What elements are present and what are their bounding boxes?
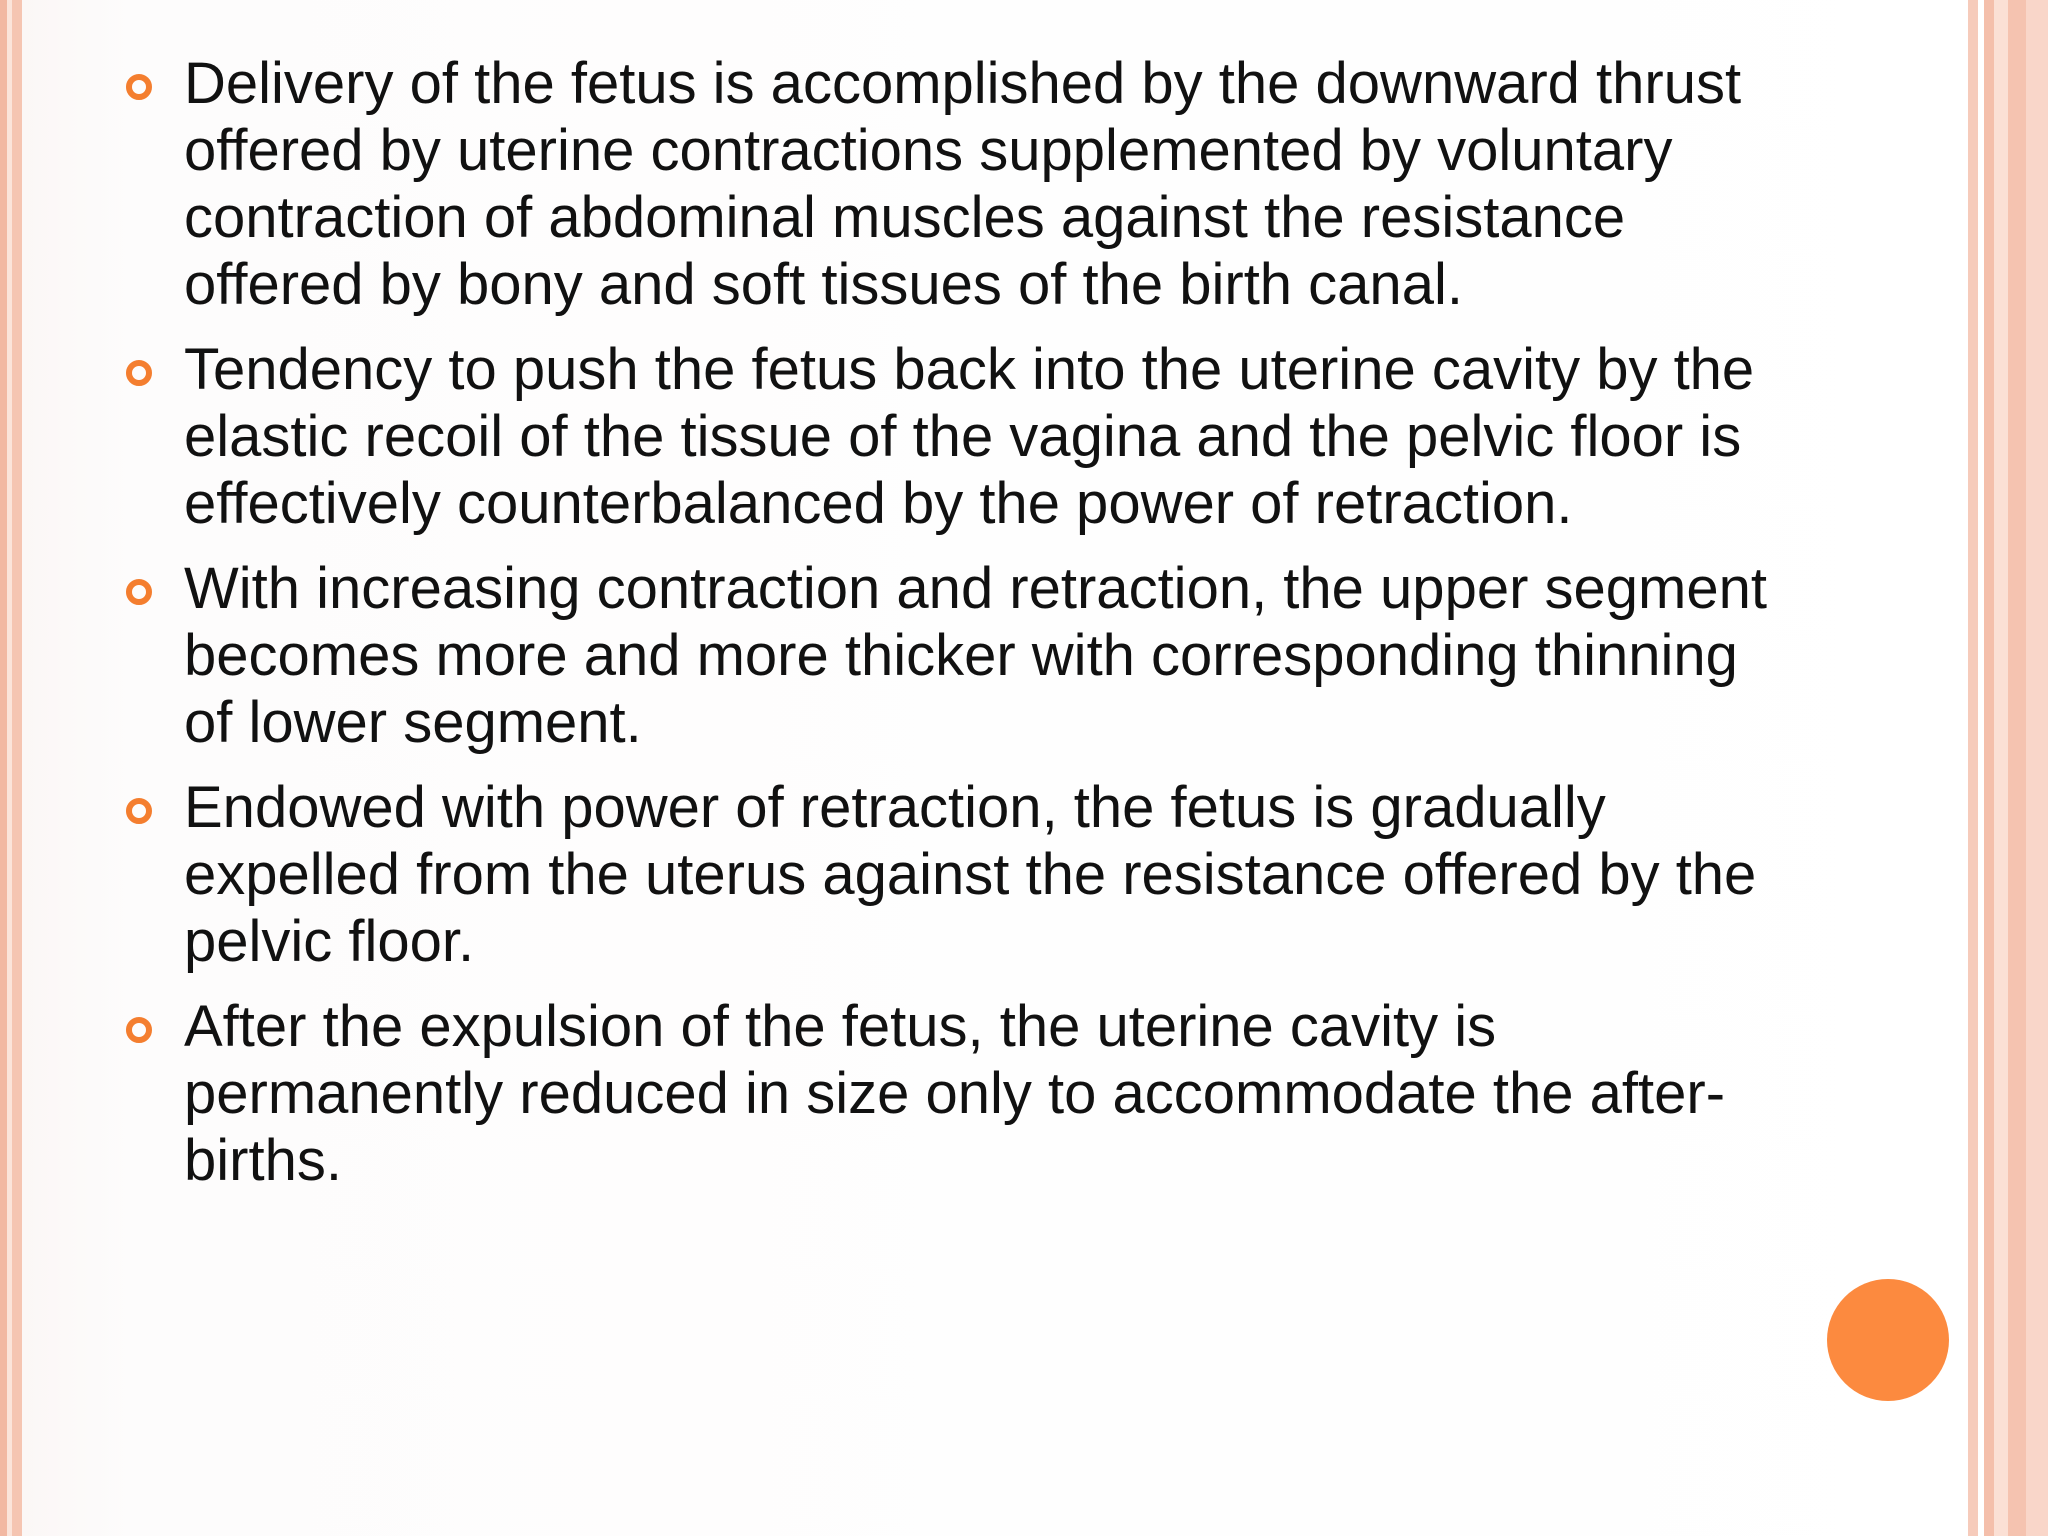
- bullet-list: [124, 50, 1914, 1212]
- bullet-text: With increasing contraction and retraction, the upper segment becomes more and more thicker with corresponding thinning of lower segment.: [184, 556, 1767, 755]
- circle-bullet-icon: [126, 1017, 152, 1043]
- circle-bullet-icon: [126, 74, 152, 100]
- circle-bullet-icon: [126, 798, 152, 824]
- circle-bullet-icon: [126, 360, 152, 386]
- bullet-item: [124, 50, 1914, 318]
- left-border-decoration: [0, 0, 22, 1536]
- bullet-item: [124, 993, 1914, 1194]
- bullet-text: Endowed with power of retraction, the fetus is gradually expelled from the uterus against the resistance offered by the pelvic floor.: [184, 775, 1757, 974]
- right-border-decoration: [1968, 0, 2048, 1536]
- bullet-item: [124, 555, 1914, 756]
- bullet-text: After the expulsion of the fetus, the uterine cavity is permanently reduced in size only to accommodate the after- births.: [184, 994, 1726, 1193]
- circle-bullet-icon: [126, 579, 152, 605]
- bullet-text: Tendency to push the fetus back into the uterine cavity by the elastic recoil of the tissue of the vagina and the pelvic floor is effectively counterbalanced by the power of retraction.: [184, 337, 1755, 536]
- accent-circle-decoration: [1827, 1279, 1949, 1401]
- bullet-item: [124, 336, 1914, 537]
- bullet-item: [124, 774, 1914, 975]
- bullet-text: Delivery of the fetus is accomplished by the downward thrust offered by uterine contractions supplemented by voluntary contraction of abdominal muscles against the resistance offered by bony and soft tissues of the birth canal.: [184, 51, 1742, 317]
